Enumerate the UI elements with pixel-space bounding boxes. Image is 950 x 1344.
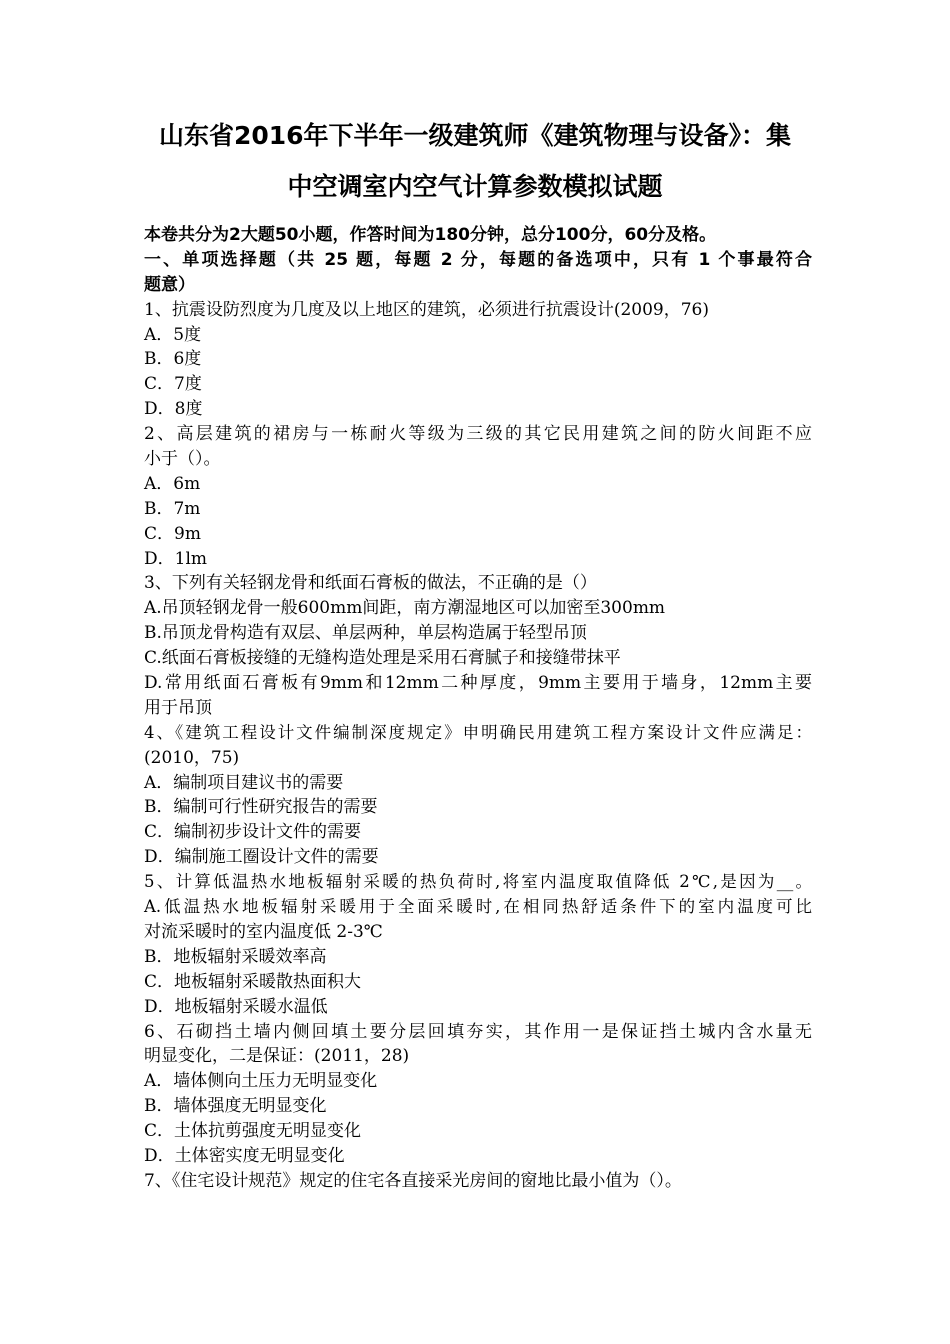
question-option: C．7度 xyxy=(144,374,202,395)
question-option: B．编制可行性研究报告的需要 xyxy=(144,797,378,818)
question-option: 用于吊顶 xyxy=(144,697,212,718)
question-4 xyxy=(144,721,812,870)
question-option: B．6度 xyxy=(144,349,202,370)
question-option: D．编制施工圈设计文件的需要 xyxy=(144,847,379,868)
question-stem: 7、《住宅设计规范》规定的住宅各直接采光房间的窗地比最小值为（）。 xyxy=(144,1170,682,1191)
question-option: A．编制项目建议书的需要 xyxy=(144,772,344,793)
question-option: A．5度 xyxy=(144,324,202,345)
question-2 xyxy=(144,422,812,571)
document-title-line-2: 中空调室内空气计算参数模拟试题 xyxy=(287,172,663,201)
question-6 xyxy=(144,1020,812,1169)
question-stem: 小于（）。 xyxy=(144,449,221,470)
document-body xyxy=(144,223,812,1194)
question-option: B.吊顶龙骨构造有双层、单层两种，单层构造属于轻型吊顶 xyxy=(144,623,587,644)
question-option: D.常用纸面石膏板有9mm和12mm二种厚度，9mm主要用于墙身，12mm主要 xyxy=(144,673,812,694)
question-7 xyxy=(144,1169,812,1194)
question-stem: 5、计算低温热水地板辐射采暖的热负荷时,将室内温度取值降低 2℃,是因为__。 xyxy=(144,872,812,892)
question-option: A．6m xyxy=(144,473,201,494)
question-option: C.纸面石膏板接缝的无缝构造处理是采用石膏腻子和接缝带抹平 xyxy=(144,648,621,669)
document-title-line-1: 山东省2016年下半年一级建筑师《建筑物理与设备》：集 xyxy=(158,121,792,150)
question-option: A.低温热水地板辐射采暖用于全面采暖时,在相同热舒适条件下的室内温度可比 xyxy=(144,897,812,917)
question-5 xyxy=(144,870,812,1019)
question-option: B．7m xyxy=(144,498,201,519)
question-stem: 6、石砌挡土墙内侧回填土要分层回填夯实，其作用一是保证挡土城内含水量无 xyxy=(144,1021,812,1042)
question-option: C．地板辐射采暖散热面积大 xyxy=(144,971,362,992)
question-stem: 2、高层建筑的裙房与一栋耐火等级为三级的其它民用建筑之间的防火间距不应 xyxy=(144,424,812,445)
question-option: D．土体密实度无明显变化 xyxy=(144,1145,345,1166)
question-3 xyxy=(144,571,812,720)
question-option: C．9m xyxy=(144,523,201,544)
question-option: D．1lm xyxy=(144,548,208,569)
section-heading-line-2: 题意） xyxy=(144,274,195,295)
question-stem: 3、下列有关轻钢龙骨和纸面石膏板的做法，不正确的是（） xyxy=(144,573,597,594)
question-option: D．8度 xyxy=(144,399,203,420)
question-option: B．墙体强度无明显变化 xyxy=(144,1096,327,1117)
question-stem: 4、《建筑工程设计文件编制深度规定》申明确民用建筑工程方案设计文件应满足： xyxy=(144,722,812,742)
question-option: D．地板辐射采暖水温低 xyxy=(144,996,328,1017)
question-option: A.吊顶轻钢龙骨一般600mm间距，南方潮湿地区可以加密至300mm xyxy=(144,598,666,619)
question-option: 对流采暖时的室内温度低 2-3℃ xyxy=(144,921,383,942)
question-option: B．地板辐射采暖效率高 xyxy=(144,946,327,967)
question-option: C．土体抗剪强度无明显变化 xyxy=(144,1121,362,1142)
question-stem: 明显变化，二是保证：(2011，28) xyxy=(144,1046,410,1067)
question-option: C．编制初步设计文件的需要 xyxy=(144,822,362,843)
question-option: A．墙体侧向土压力无明显变化 xyxy=(144,1071,378,1092)
exam-intro: 本卷共分为2大题50小题，作答时间为180分钟，总分100分，60分及格。 xyxy=(144,225,717,245)
question-stem: (2010，75) xyxy=(144,747,240,768)
section-heading-line-1: 一、单项选择题（共 25 题，每题 2 分，每题的备选项中，只有 1 个事最符合 xyxy=(144,249,812,270)
question-stem: 1、抗震设防烈度为几度及以上地区的建筑，必须进行抗震设计(2009，76) xyxy=(144,299,709,320)
question-1 xyxy=(144,298,812,422)
